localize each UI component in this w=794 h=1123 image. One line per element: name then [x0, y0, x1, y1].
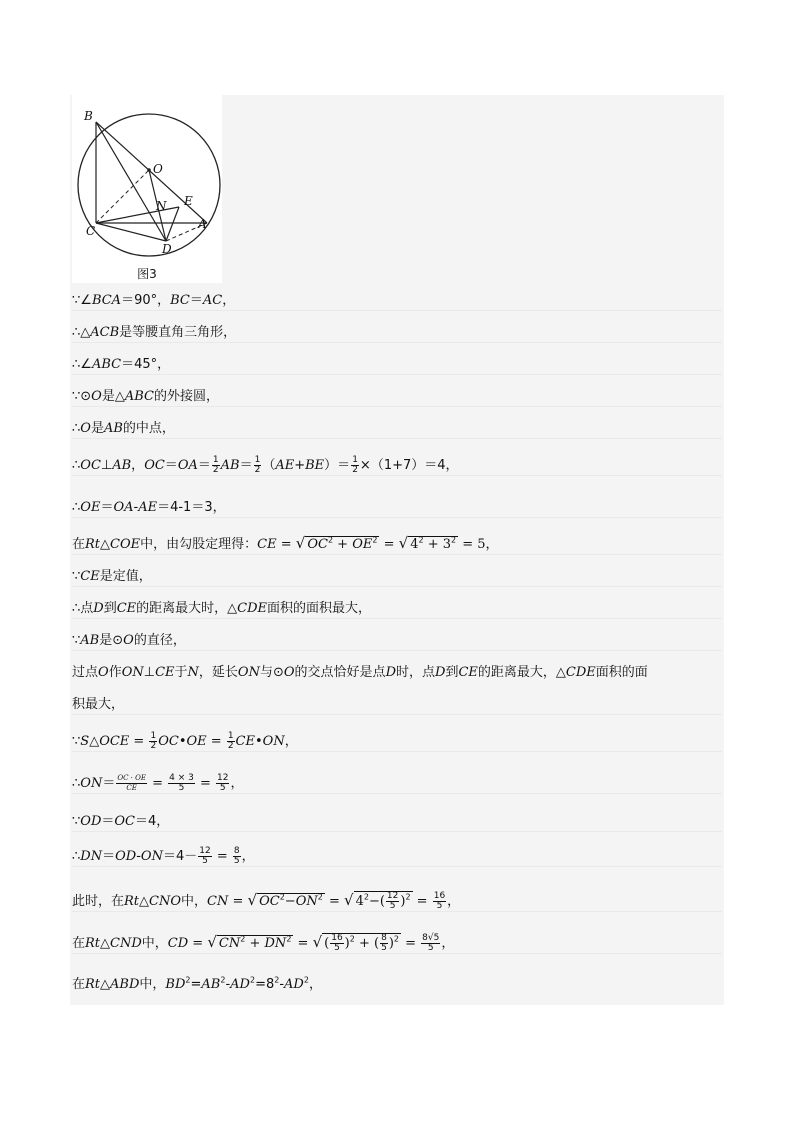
label-d: D [162, 242, 172, 256]
label-n: N [156, 199, 167, 213]
step-line-5: ∴O是AB的中点， [72, 420, 722, 439]
step-line-14: ∵S△OCE = $\frac{1}{2}$ OC•OE = $\frac{1}{2}$ CE•ON， [72, 732, 722, 752]
solution-content [70, 95, 724, 1005]
label-b: B [84, 109, 93, 123]
label-e: E [184, 194, 193, 208]
step-line-13: 积最大， [72, 696, 722, 715]
step-line-19: 在Rt△CND中，CD = √ $CN^2 + DN^2$ = √ ( $\frac{16}{5}$ )$^2$ + ( $\frac{8}{5}$ )$^2$ = $\frac{8√5}{5}$ ， [72, 933, 722, 954]
figure-caption: 图3 [137, 267, 157, 281]
step-line-20: 在Rt△ABD中，$BD^2=AB^2-AD^2=8^2-AD^2$， [72, 975, 322, 992]
geometry-figure [72, 95, 222, 283]
step-line-18: 此时，在Rt△CNO中，CN = √ $OC^2-ON^2$ = √ $4^2-$( $\frac{12}{5}$ )$^2$ = $\frac{16}{5}$ ， [72, 891, 722, 912]
step-line-8: 在Rt△COE中，由勾股定理得：CE = √ $OC^2 + OE^2$ = √ $4^2 + 3^2 = 5$， [72, 534, 722, 555]
label-o: O [153, 162, 163, 176]
step-line-1: ∵∠BCA＝90°，BC＝AC， [72, 292, 722, 311]
circle-diagram [72, 95, 222, 265]
step-line-17: ∴DN＝OD-ON＝4－ $\frac{12}{5}$ = $\frac{8}{5}$ ， [72, 847, 722, 867]
step-line-4: ∵⊙O是△ABC的外接圆， [72, 388, 722, 407]
step-line-3: ∴∠ABC＝45°， [72, 356, 722, 375]
step-line-6: ∴OC⊥AB，OC＝OA＝ $\frac{1}{2}$ AB＝ $\frac{1}{2}$ （AE+BE）＝ $\frac{1}{2}$ ×（1+7）＝4， [72, 456, 722, 476]
step-line-7: ∴OE＝OA-AE＝4-1＝3， [72, 499, 722, 518]
step-line-15: ∴ON＝ $\frac{OC \cdot OE}{CE}$ = $\frac{4 \times 3}{5}$ = $\frac{12}{5}$ ， [72, 774, 722, 794]
step-line-9: ∵CE是定值， [72, 568, 722, 587]
step-line-12: 过点O作ON⊥CE于N，延长ON与⊙O的交点恰好是点D时，点D到CE的距离最大，△CDE面积的面 [72, 665, 648, 680]
step-line-16: ∵OD＝OC＝4， [72, 813, 722, 832]
step-line-10: ∴点D到CE的距离最大时，△CDE面积的面积最大， [72, 600, 722, 619]
step-line-11: ∵AB是⊙O的直径， [72, 632, 722, 651]
label-c: C [86, 224, 96, 238]
step-line-2: ∴△ACB是等腰直角三角形， [72, 324, 722, 343]
label-a: A [198, 217, 207, 231]
